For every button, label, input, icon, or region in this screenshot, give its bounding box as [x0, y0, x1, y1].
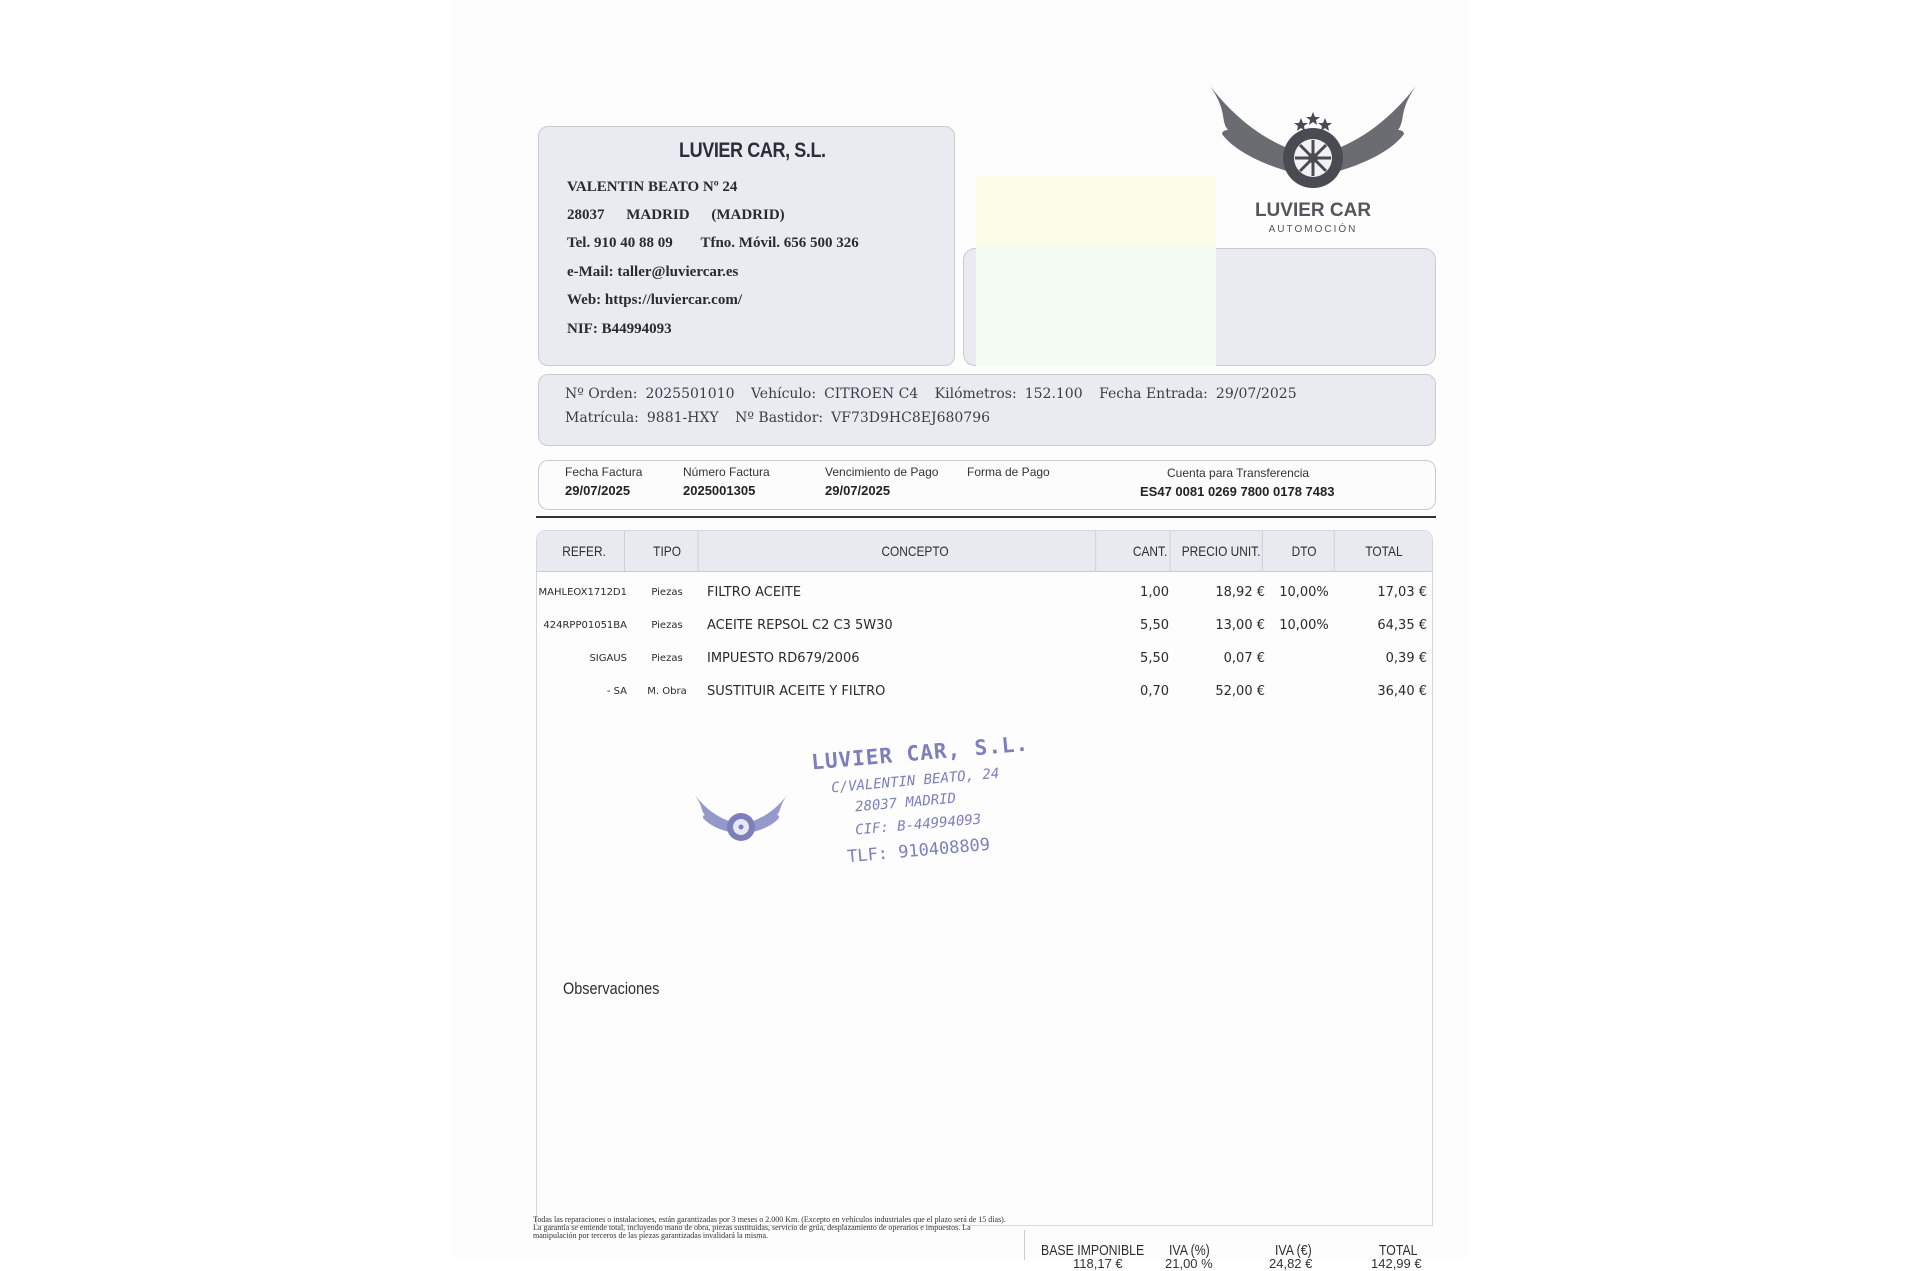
- orden-label: Nº Orden:: [565, 386, 638, 402]
- cuenta-label: Cuenta para Transferencia: [1167, 466, 1310, 480]
- row-tipo: Piezas: [651, 587, 683, 598]
- matricula-value: 9881-HXY: [646, 410, 719, 426]
- row-cant: 0,70: [1140, 684, 1169, 699]
- redaction-highlight: [976, 176, 1216, 246]
- table-row: [537, 651, 1432, 673]
- row-tipo: Piezas: [651, 620, 683, 631]
- row-ref: MAHLEOX1712D1: [538, 587, 627, 598]
- cuenta-value: ES47 0081 0269 7800 0178 7483: [1140, 484, 1335, 499]
- fecha-entrada-value: 29/07/2025: [1215, 386, 1297, 402]
- vehicle-row-1: [565, 386, 1297, 402]
- company-nif: NIF: B44994093: [567, 321, 672, 337]
- logo-brand-text: LUVIER CAR: [1254, 200, 1372, 221]
- vehicle-row-2: [565, 410, 990, 426]
- totals-value-total: 142,99 €: [1371, 1256, 1422, 1271]
- col-header-cant: CANT.: [1131, 531, 1171, 571]
- totals-header-total: TOTAL: [1379, 1242, 1418, 1259]
- row-precio: 0,07 €: [1223, 651, 1265, 666]
- totals-value-base: 118,17 €: [1073, 1256, 1123, 1271]
- company-stamp: [727, 731, 1030, 881]
- row-precio: 18,92 €: [1215, 585, 1265, 600]
- invoice-divider: [536, 516, 1436, 518]
- row-ref: 424RPP01051BA: [543, 620, 627, 631]
- totals-header-iva-pct: IVA (%): [1169, 1242, 1210, 1259]
- stamp-line-4: CIF: B-44994093: [854, 811, 982, 839]
- row-cant: 1,00: [1140, 585, 1169, 600]
- totals-value-iva-eur: 24,82 €: [1269, 1256, 1313, 1271]
- bastidor-label: Nº Bastidor:: [735, 410, 824, 426]
- row-total: 64,35 €: [1377, 618, 1427, 633]
- row-cant: 5,50: [1140, 618, 1169, 633]
- company-postal: 28037: [567, 207, 605, 223]
- totals-value-iva-pct: 21,00 %: [1165, 1256, 1213, 1271]
- col-header-refer: REFER.: [544, 531, 625, 571]
- fecha-entrada-label: Fecha Entrada:: [1099, 386, 1208, 402]
- col-header-precio: PRECIO UNIT.: [1180, 531, 1262, 571]
- items-table: [536, 530, 1433, 1226]
- stamp-line-1: LUVIER CAR, S.L.: [810, 731, 1030, 775]
- stamp-wheel-icon: [691, 789, 791, 845]
- stamp-line-2: C/VALENTIN BEATO, 24: [830, 765, 1000, 797]
- forma-pago-label: Forma de Pago: [967, 465, 1050, 479]
- winged-wheel-logo-icon: [1198, 82, 1428, 200]
- company-web: Web: https://luviercar.com/: [567, 292, 742, 308]
- col-header-dto: DTO: [1274, 531, 1334, 571]
- brand-logo: [1198, 82, 1428, 242]
- company-tel: Tel. 910 40 88 09: [567, 235, 673, 251]
- totals-header-base: BASE IMPONIBLE: [1041, 1242, 1145, 1259]
- vencimiento-label: Vencimiento de Pago: [825, 465, 939, 479]
- row-concepto: FILTRO ACEITE: [707, 585, 802, 600]
- col-header-concepto: CONCEPTO: [735, 531, 1096, 571]
- company-address: VALENTIN BEATO Nº 24: [567, 179, 738, 195]
- orden-value: 2025501010: [645, 386, 735, 402]
- row-concepto: IMPUESTO RD679/2006: [707, 651, 860, 666]
- company-province: (MADRID): [711, 207, 785, 223]
- company-city-line: [567, 207, 785, 224]
- fecha-factura-label: Fecha Factura: [565, 465, 643, 479]
- vehiculo-label: Vehículo:: [750, 386, 817, 402]
- row-total: 36,40 €: [1377, 684, 1427, 699]
- vehiculo-value: CITROEN C4: [824, 386, 919, 402]
- invoice-info-box: [538, 460, 1436, 510]
- col-header-total: TOTAL: [1365, 543, 1403, 559]
- row-precio: 52,00 €: [1215, 684, 1265, 699]
- table-row: [537, 585, 1432, 607]
- vencimiento-value: 29/07/2025: [825, 483, 891, 498]
- row-precio: 13,00 €: [1215, 618, 1265, 633]
- guarantee-note: Todas las reparaciones o instalaciones, están garantizadas por 3 meses o 2.000 Km. (Excepto en vehículos industriales que el plazo será de 15 días). La garantía se entiende total, incluyendo mano de obra, piezas sustituidas, servicio de grúa, desplazamiento de operarios e impuestos. La manipulación por terceros de las piezas garantizadas invalidará la misma.: [533, 1215, 1006, 1240]
- table-row: [537, 684, 1432, 706]
- fecha-factura-value: 29/07/2025: [565, 483, 631, 498]
- row-total: 0,39 €: [1385, 651, 1427, 666]
- row-tipo: M. Obra: [647, 686, 687, 697]
- row-tipo: Piezas: [651, 653, 683, 664]
- totals-table: [1024, 1230, 1435, 1271]
- logo-tagline: AUTOMOCIÓN: [1268, 224, 1358, 235]
- row-total: 17,03 €: [1377, 585, 1427, 600]
- table-header: [537, 531, 1432, 572]
- vehicle-info-box: [538, 374, 1436, 446]
- totals-header-iva-eur: IVA (€): [1275, 1242, 1312, 1259]
- numero-factura-value: 2025001305: [683, 483, 756, 498]
- row-concepto: SUSTITUIR ACEITE Y FILTRO: [707, 684, 886, 699]
- row-dto: 10,00%: [1279, 585, 1329, 600]
- matricula-label: Matrícula:: [565, 410, 639, 426]
- row-concepto: ACEITE REPSOL C2 C3 5W30: [707, 618, 893, 633]
- col-header-tipo: TIPO: [636, 531, 698, 571]
- company-city: MADRID: [626, 207, 690, 223]
- company-name: LUVIER CAR, S.L.: [679, 139, 826, 162]
- table-row: [537, 618, 1432, 640]
- numero-factura-label: Número Factura: [683, 465, 770, 479]
- company-email: e-Mail: taller@luviercar.es: [567, 264, 739, 280]
- company-phones: [567, 235, 859, 252]
- observaciones-label: Observaciones: [563, 979, 660, 998]
- km-value: 152.100: [1024, 386, 1083, 402]
- company-info-box: [538, 126, 955, 366]
- row-dto: 10,00%: [1279, 618, 1329, 633]
- stamp-line-3: 28037 MADRID: [854, 790, 957, 816]
- company-mobile: Tfno. Móvil. 656 500 326: [700, 235, 859, 251]
- km-label: Kilómetros:: [934, 386, 1017, 402]
- row-cant: 5,50: [1140, 651, 1169, 666]
- bastidor-value: VF73D9HC8EJ680796: [831, 410, 991, 426]
- stamp-line-5: TLF: 910408809: [846, 834, 991, 868]
- row-ref: - SA: [606, 686, 627, 697]
- row-ref: SIGAUS: [589, 653, 627, 664]
